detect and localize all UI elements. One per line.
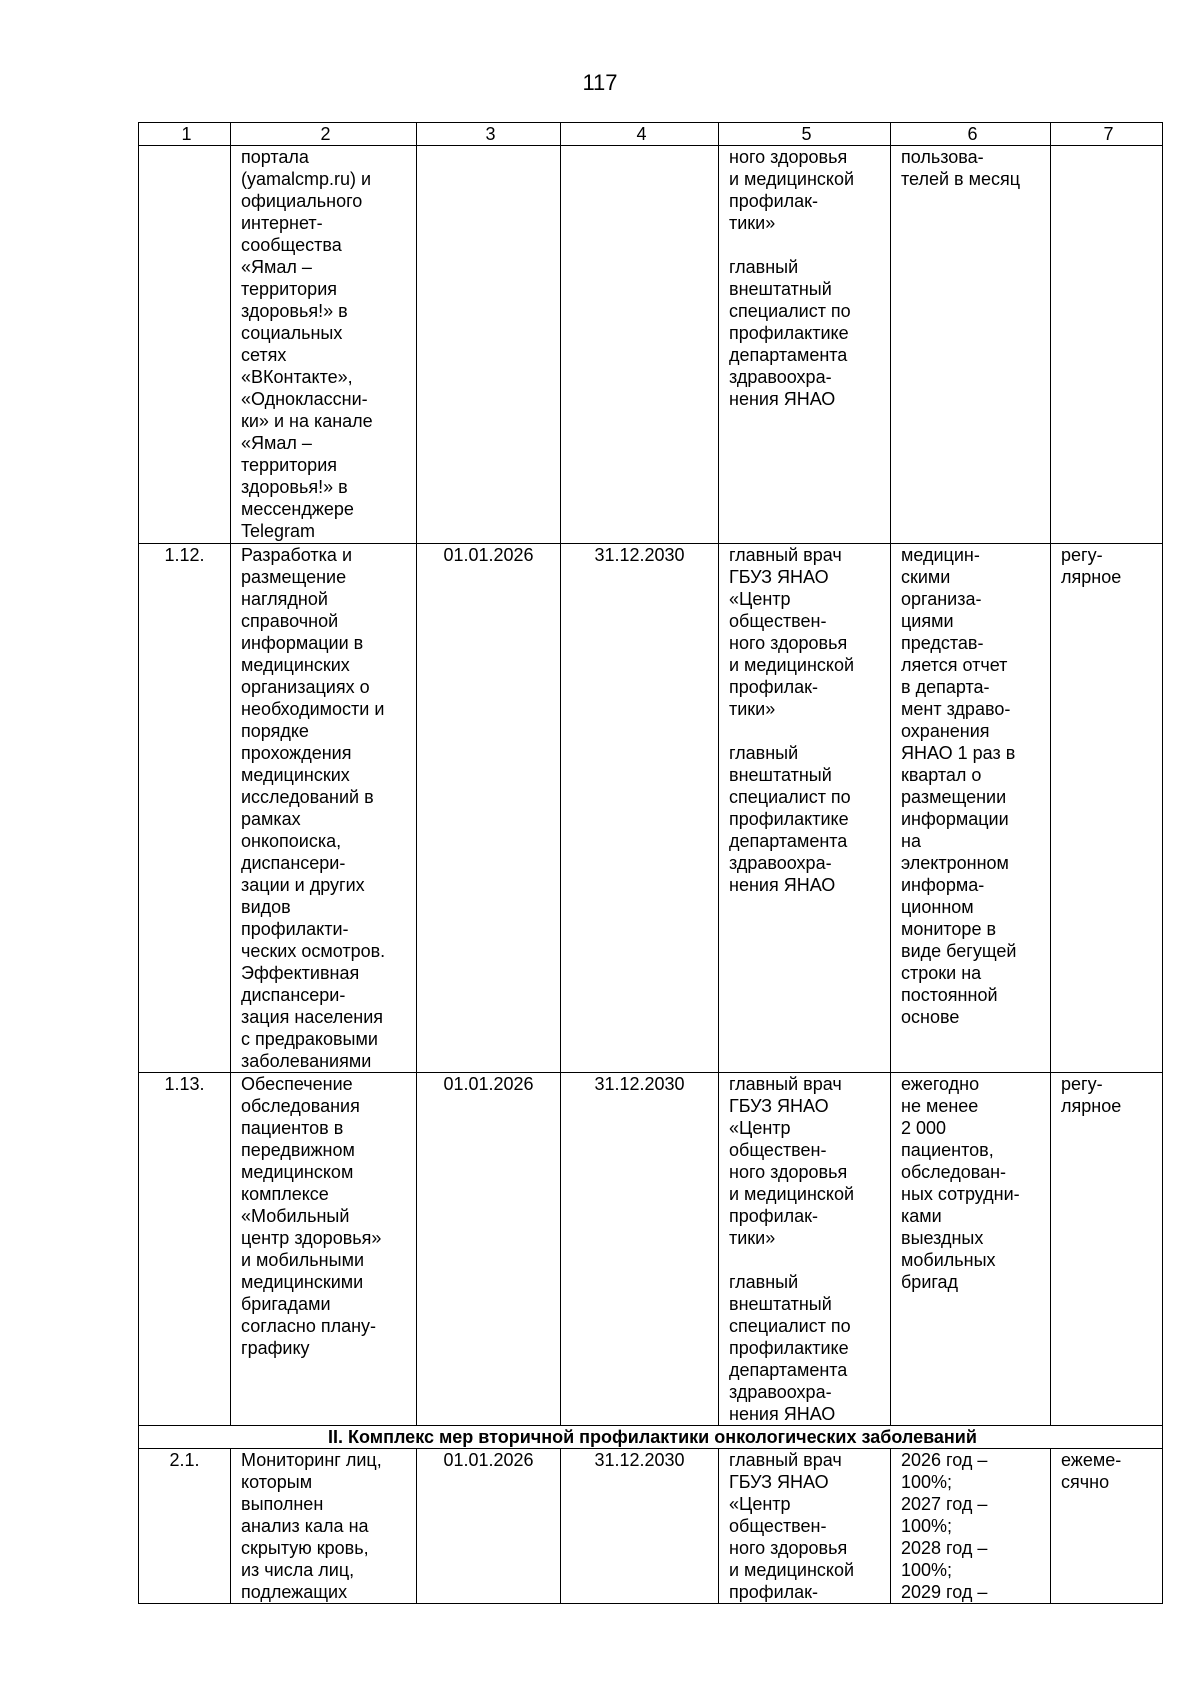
page-number: 117 bbox=[582, 70, 618, 95]
responsible-primary: главный врач ГБУЗ ЯНАО «Центр обществен- ного здоровья и медицинской профилак- тики» bbox=[729, 1074, 855, 1248]
end-date: 31.12.2030 bbox=[561, 544, 719, 1073]
responsible-primary: ного здоровья и медицинской профилак- тики» bbox=[729, 147, 855, 233]
responsible-cell bbox=[719, 1073, 891, 1426]
expected-result: ежегодно не менее 2 000 пациентов, обследован- ных сотрудни- ками выездных мобильных бригад bbox=[891, 1073, 1051, 1426]
measure-text: Обеспечение обследования пациентов в передвижном медицинском комплексе «Мобильный центр здоровья» и мобильными медицинскими бригадами согласно плану- графику bbox=[231, 1073, 417, 1426]
table-row bbox=[139, 146, 1163, 544]
responsible-primary: главный врач ГБУЗ ЯНАО «Центр обществен- ного здоровья и медицинской профилак- bbox=[719, 1449, 891, 1604]
table-row bbox=[139, 544, 1163, 1073]
table-row bbox=[139, 1073, 1163, 1426]
section-title: II. Комплекс мер вторичной профилактики онкологических заболеваний bbox=[139, 1426, 1163, 1449]
expected-result: пользова- телей в месяц bbox=[891, 146, 1051, 544]
row-number: 1.12. bbox=[139, 544, 231, 1073]
row-number: 2.1. bbox=[139, 1449, 231, 1604]
row-number: 1.13. bbox=[139, 1073, 231, 1426]
expected-result: 2026 год – 100%; 2027 год – 100%; 2028 год – 100%; 2029 год – bbox=[891, 1449, 1051, 1604]
end-date bbox=[561, 146, 719, 544]
column-number: 1 bbox=[139, 123, 231, 146]
frequency: регу- лярное bbox=[1051, 1073, 1163, 1426]
expected-result: медицин- скими организа- циями представ- ляется отчет в департа- мент здраво- охранения ЯНАО 1 раз в квартал о размещении информации на электронном информа- ционном мониторе в виде бегущей строки на постоянной основе bbox=[891, 544, 1051, 1073]
responsible-secondary: главный внештатный специалист по профилактике департамента здравоохра- нения ЯНАО bbox=[729, 257, 851, 409]
responsible-cell bbox=[719, 544, 891, 1073]
measure-text: Разработка и размещение наглядной справочной информации в медицинских организациях о необходимости и порядке прохождения медицинских исследований в рамках онкопоиска, диспансери- зации и других видов профилакти- ческих осмотров. Эффективная диспансери- зация населения с предраковыми заболеваниями bbox=[231, 544, 417, 1073]
end-date: 31.12.2030 bbox=[561, 1073, 719, 1426]
measure-text: Мониторинг лиц, которым выполнен анализ кала на скрытую кровь, из числа лиц, подлежащих bbox=[231, 1449, 417, 1604]
column-number-row bbox=[139, 123, 1163, 146]
column-number: 2 bbox=[231, 123, 417, 146]
start-date: 01.01.2026 bbox=[417, 1073, 561, 1426]
column-number: 5 bbox=[719, 123, 891, 146]
responsible-cell bbox=[719, 146, 891, 544]
start-date: 01.01.2026 bbox=[417, 1449, 561, 1604]
column-number: 3 bbox=[417, 123, 561, 146]
column-number: 6 bbox=[891, 123, 1051, 146]
row-number bbox=[139, 146, 231, 544]
frequency bbox=[1051, 146, 1163, 544]
responsible-primary: главный врач ГБУЗ ЯНАО «Центр обществен- ного здоровья и медицинской профилак- тики» bbox=[729, 545, 855, 719]
column-number: 7 bbox=[1051, 123, 1163, 146]
responsible-secondary: главный внештатный специалист по профилактике департамента здравоохра- нения ЯНАО bbox=[729, 1272, 851, 1424]
start-date: 01.01.2026 bbox=[417, 544, 561, 1073]
frequency: регу- лярное bbox=[1051, 544, 1163, 1073]
section-heading-row bbox=[139, 1426, 1163, 1449]
measure-text: портала (yamalcmp.ru) и официального интернет- сообщества «Ямал – территория здоровья!» в социальных сетях «ВКонтакте», «Одноклассни- ки» и на канале «Ямал – территория здоровья!» в мессенджере Telegram bbox=[231, 146, 417, 544]
table-row bbox=[139, 1449, 1163, 1604]
frequency: ежеме- сячно bbox=[1051, 1449, 1163, 1604]
responsible-secondary: главный внештатный специалист по профилактике департамента здравоохра- нения ЯНАО bbox=[729, 743, 851, 895]
start-date bbox=[417, 146, 561, 544]
end-date: 31.12.2030 bbox=[561, 1449, 719, 1604]
column-number: 4 bbox=[561, 123, 719, 146]
plan-table bbox=[138, 122, 1163, 1604]
